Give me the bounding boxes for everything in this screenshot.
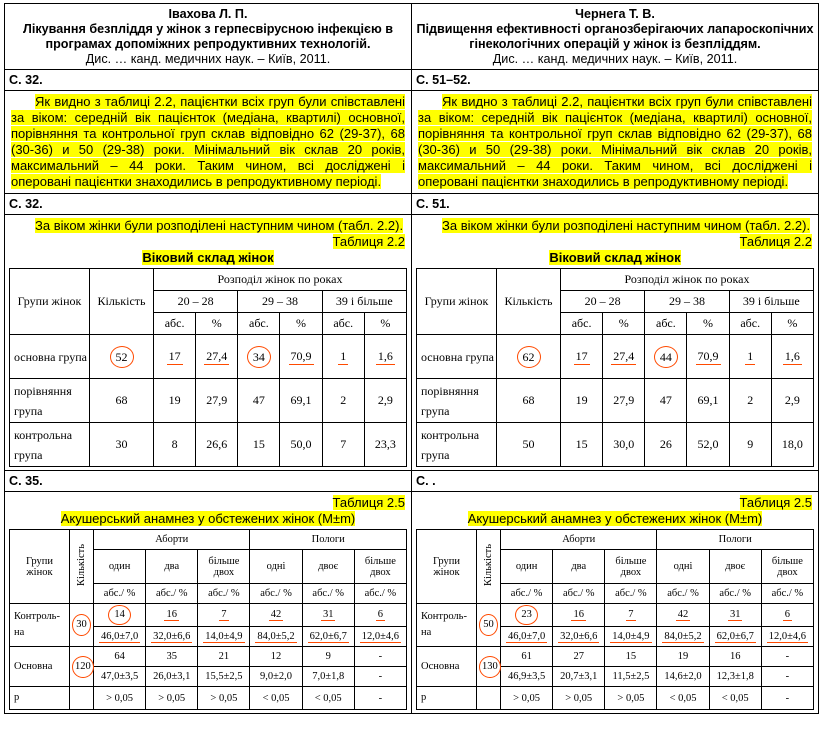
row-value: 35: [146, 647, 198, 667]
left-page-ref-3: С. 35.: [5, 471, 412, 492]
row-value: 47,0±3,5: [94, 667, 146, 687]
right-table1-cell: [412, 215, 819, 471]
left-page-ref-1: С. 32.: [5, 70, 412, 91]
sub-header: одні: [250, 550, 302, 584]
range-39-plus: 39 і більше: [729, 291, 813, 313]
table-row: [10, 379, 407, 423]
left-table2-label: Таблиця 2.5: [332, 495, 405, 510]
row-count-cell: [477, 647, 501, 687]
sub-header: двоє: [709, 550, 761, 584]
row-value: 26,6: [196, 423, 238, 467]
row-count: 30: [90, 423, 154, 467]
abortions-header: Аборти: [94, 530, 250, 550]
sub-header: більше двох: [354, 550, 406, 584]
count-header: Кількість: [90, 269, 154, 335]
row-value: 7,0±1,8: [302, 667, 354, 687]
abs-header: абс.: [154, 313, 196, 335]
row-value: 27,9: [196, 379, 238, 423]
right-table2-cell: [412, 492, 819, 714]
row-value: 32,0±6,6: [560, 630, 598, 642]
groups-header: Групи жінок: [417, 530, 477, 604]
row-value: 61: [501, 647, 553, 667]
row-count-cell: [70, 604, 94, 647]
row-value: 20,7±3,1: [553, 667, 605, 687]
row-count: 68: [90, 379, 154, 423]
count-header: [477, 530, 501, 604]
sub-header: два: [553, 550, 605, 584]
row-value: 17: [575, 348, 588, 363]
right-page-ref-2: С. 51.: [412, 194, 819, 215]
row-value: < 0,05: [302, 687, 354, 710]
right-header: [412, 4, 819, 70]
groups-header: Групи жінок: [10, 269, 90, 335]
right-paragraph-text: Як видно з таблиці 2.2, пацієнтки всіх груп були співставлені за віком: середній вік пацієнток (медіана, квартилі) основної, порівняння та контрольної груп склав відповідно 62 (29-37), 68 (30-36) и 50 (29-38) роки. Мінімальний вік склав 20 років, максимальний – 44 роки. Таким чином, всі досліджені і оперовані пацієнтки знаходились в репродуктивному періоді.: [418, 94, 812, 189]
row-value: 9: [729, 423, 771, 467]
abs-header: абс.: [322, 313, 364, 335]
births-header: Пологи: [250, 530, 407, 550]
row-count-cell: [477, 604, 501, 647]
row-value: 2,9: [364, 379, 406, 423]
row-value: 69,1: [687, 379, 729, 423]
table-row: [417, 423, 814, 467]
range-29-38: 29 – 38: [645, 291, 729, 313]
unit-header: абс./ %: [501, 584, 553, 604]
right-page-ref-3: С. .: [412, 471, 819, 492]
row-value: > 0,05: [605, 687, 657, 710]
left-source: Дис. … канд. медичних наук. – Київ, 2011.: [85, 52, 331, 66]
abs-header: абс.: [561, 313, 603, 335]
count-header: [70, 530, 94, 604]
unit-header: абс./ %: [94, 584, 146, 604]
abs-header: абс.: [729, 313, 771, 335]
abs-header: абс.: [645, 313, 687, 335]
pct-header: %: [603, 313, 645, 335]
row-value: > 0,05: [553, 687, 605, 710]
row-value: 7: [628, 609, 634, 620]
right-intro: За віком жінки були розподілені наступним чином (табл. 2.2).: [442, 218, 811, 233]
row-value: 7: [221, 609, 227, 620]
row-value: 69,1: [280, 379, 322, 423]
left-table1-label: Таблиця 2.2: [332, 234, 405, 249]
row-name: p: [10, 687, 70, 710]
right-paragraph: [412, 91, 819, 194]
row-value: 14: [108, 605, 131, 625]
abortions-header: Аборти: [501, 530, 657, 550]
row-count: 30: [72, 614, 91, 636]
table-row: [10, 423, 407, 467]
groups-header: Групи жінок: [10, 530, 70, 604]
unit-header: абс./ %: [354, 584, 406, 604]
left-author: Івахова Л. П.: [168, 7, 248, 21]
right-table1-label: Таблиця 2.2: [739, 234, 812, 249]
row-value: 15: [238, 423, 280, 467]
row-value: 47: [645, 379, 687, 423]
births-header: Пологи: [657, 530, 814, 550]
range-39-plus: 39 і більше: [322, 291, 406, 313]
left-table1-title: Віковий склад жінок: [142, 250, 274, 265]
table-row: [10, 604, 407, 627]
row-value: -: [354, 687, 406, 710]
groups-header: Групи жінок: [417, 269, 497, 335]
left-paragraph: [5, 91, 412, 194]
row-name: порівняння група: [417, 379, 497, 423]
row-value: 30,0: [603, 423, 645, 467]
row-value: > 0,05: [94, 687, 146, 710]
right-source: Дис. … канд. медичних наук. – Київ, 2011.: [492, 52, 738, 66]
table-row: [10, 647, 407, 667]
unit-header: абс./ %: [657, 584, 709, 604]
row-value: < 0,05: [250, 687, 302, 710]
row-count-cell: [477, 687, 501, 710]
left-age-table: [9, 268, 407, 467]
table-row: [417, 379, 814, 423]
count-header-text: Кількість: [483, 543, 494, 586]
range-20-28: 20 – 28: [154, 291, 238, 313]
comparison-table: [4, 3, 819, 714]
row-value: 26: [645, 423, 687, 467]
row-value: > 0,05: [146, 687, 198, 710]
row-name: контрольна група: [417, 423, 497, 467]
right-table1-title: Віковий склад жінок: [549, 250, 681, 265]
range-20-28: 20 – 28: [561, 291, 645, 313]
row-value: 11,5±2,5: [605, 667, 657, 687]
dist-header: Розподіл жінок по роках: [561, 269, 814, 291]
row-value: 31: [322, 609, 334, 620]
dist-header: Розподіл жінок по роках: [154, 269, 407, 291]
table-row: [10, 687, 407, 710]
range-29-38: 29 – 38: [238, 291, 322, 313]
row-value: 84,0±5,2: [664, 630, 702, 642]
right-title: Підвищення ефективності органозберігаючих лапароскопічних гінекологічних операцій у жінок із безпліддям.: [416, 22, 814, 51]
row-value: 62,0±6,7: [716, 630, 754, 642]
sub-header: один: [501, 550, 553, 584]
row-value: 26,0±3,1: [146, 667, 198, 687]
row-value: 16: [573, 609, 584, 620]
row-value: 27,4: [206, 348, 228, 363]
pct-header: %: [280, 313, 322, 335]
pct-header: %: [771, 313, 813, 335]
unit-header: абс./ %: [250, 584, 302, 604]
row-value: 6: [784, 609, 791, 620]
unit-header: абс./ %: [709, 584, 761, 604]
row-value: > 0,05: [501, 687, 553, 710]
row-value: < 0,05: [709, 687, 761, 710]
row-count-cell: [70, 647, 94, 687]
row-value: 15,5±2,5: [198, 667, 250, 687]
pct-header: %: [196, 313, 238, 335]
row-value: 21: [198, 647, 250, 667]
unit-header: абс./ %: [198, 584, 250, 604]
unit-header: абс./ %: [302, 584, 354, 604]
row-value: 14,0±4,9: [612, 630, 650, 642]
row-value: -: [354, 647, 406, 667]
right-table2-label: Таблиця 2.5: [739, 495, 812, 510]
row-value: 47: [238, 379, 280, 423]
row-count-cell: [70, 687, 94, 710]
left-table2-cell: [5, 492, 412, 714]
row-value: 23,3: [364, 423, 406, 467]
row-value: 46,0±7,0: [100, 630, 139, 642]
row-value: 70,9: [290, 348, 312, 363]
row-value: 32,0±6,6: [153, 630, 191, 642]
row-value: 1: [340, 348, 347, 363]
sub-header: один: [94, 550, 146, 584]
left-page-ref-2: С. 32.: [5, 194, 412, 215]
unit-header: абс./ %: [761, 584, 813, 604]
row-value: -: [761, 647, 813, 667]
row-value: 27,4: [613, 348, 635, 363]
row-value: 42: [677, 609, 689, 620]
row-value: 9: [302, 647, 354, 667]
row-value: 19: [154, 379, 196, 423]
sub-header: більше двох: [198, 550, 250, 584]
row-value: > 0,05: [198, 687, 250, 710]
row-value: 2,9: [771, 379, 813, 423]
row-value: 6: [377, 609, 384, 620]
pct-header: %: [687, 313, 729, 335]
row-count: 62: [517, 346, 541, 368]
right-obstetric-table: [416, 529, 814, 710]
row-value: 12,3±1,8: [709, 667, 761, 687]
row-value: 42: [270, 609, 282, 620]
row-value: 27,9: [603, 379, 645, 423]
row-value: 2: [322, 379, 364, 423]
row-value: 70,9: [697, 348, 719, 363]
row-value: -: [761, 667, 813, 687]
unit-header: абс./ %: [605, 584, 657, 604]
row-value: 27: [553, 647, 605, 667]
row-value: 64: [94, 647, 146, 667]
sub-header: двоє: [302, 550, 354, 584]
left-header: [5, 4, 412, 70]
left-paragraph-text: Як видно з таблиці 2.2, пацієнтки всіх груп були співставлені за віком: середній вік пацієнток (медіана, квартилі) основної, порівняння та контрольної груп склав відповідно 62 (29-37), 68 (30-36) и 50 (29-38) роки. Мінімальний вік склав 20 років, максимальний – 44 роки. Таким чином, всі досліджені і оперовані пацієнтки знаходились в репродуктивному періоді.: [11, 94, 405, 189]
row-name: основна група: [417, 335, 497, 379]
sub-header: одні: [657, 550, 709, 584]
unit-header: абс./ %: [146, 584, 198, 604]
row-value: 16: [709, 647, 761, 667]
table-row: [10, 335, 407, 379]
sub-header: більше двох: [605, 550, 657, 584]
row-value: 9,0±2,0: [250, 667, 302, 687]
row-name: Основна: [417, 647, 477, 687]
table-row: [417, 647, 814, 667]
row-value: -: [354, 667, 406, 687]
left-obstetric-table: [9, 529, 407, 710]
row-value: 12,0±4,6: [768, 630, 807, 642]
table-row: [417, 687, 814, 710]
row-value: 1,6: [784, 348, 800, 363]
row-name: контрольна група: [10, 423, 90, 467]
row-value: 8: [154, 423, 196, 467]
row-value: 15: [561, 423, 603, 467]
row-value: 52,0: [687, 423, 729, 467]
row-name: основна група: [10, 335, 90, 379]
row-value: 84,0±5,2: [257, 630, 295, 642]
row-count: 130: [479, 656, 501, 678]
row-value: 19: [657, 647, 709, 667]
table-row: [417, 335, 814, 379]
row-value: 12,0±4,6: [361, 630, 400, 642]
row-count: 68: [497, 379, 561, 423]
row-name: Контроль-на: [10, 604, 70, 647]
right-table2-title: Акушерський анамнез у обстежених жінок (M±m): [467, 511, 763, 526]
left-title: Лікування безпліддя у жінок з герпесвірусною інфекцією в програмах допоміжних репродуктивних технологій.: [23, 22, 393, 51]
row-value: 2: [729, 379, 771, 423]
row-count: 52: [110, 346, 134, 368]
row-value: 1: [747, 348, 754, 363]
row-name: порівняння група: [10, 379, 90, 423]
row-value: 17: [168, 348, 181, 363]
row-value: 16: [166, 609, 177, 620]
row-value: 14,0±4,9: [205, 630, 243, 642]
row-value: 23: [515, 605, 538, 625]
row-value: 62,0±6,7: [309, 630, 347, 642]
row-value: -: [761, 687, 813, 710]
row-value: 19: [561, 379, 603, 423]
row-value: 46,9±3,5: [501, 667, 553, 687]
row-count: 50: [497, 423, 561, 467]
row-name: Основна: [10, 647, 70, 687]
table-row: [417, 604, 814, 627]
left-intro: За віком жінки були розподілені наступним чином (табл. 2.2).: [35, 218, 404, 233]
row-value: 14,6±2,0: [657, 667, 709, 687]
sub-header: два: [146, 550, 198, 584]
right-age-table: [416, 268, 814, 467]
left-table1-cell: [5, 215, 412, 471]
unit-header: абс./ %: [553, 584, 605, 604]
row-value: 46,0±7,0: [507, 630, 546, 642]
row-value: 12: [250, 647, 302, 667]
count-header-text: Кількість: [76, 543, 87, 586]
count-header: Кількість: [497, 269, 561, 335]
left-table2-title: Акушерський анамнез у обстежених жінок (M±m): [60, 511, 356, 526]
row-value: 34: [247, 346, 271, 368]
row-value: 31: [729, 609, 741, 620]
abs-header: абс.: [238, 313, 280, 335]
row-value: < 0,05: [657, 687, 709, 710]
row-name: Контроль-на: [417, 604, 477, 647]
row-value: 7: [322, 423, 364, 467]
right-page-ref-1: С. 51–52.: [412, 70, 819, 91]
row-value: 15: [605, 647, 657, 667]
row-name: p: [417, 687, 477, 710]
row-count: 120: [72, 656, 94, 678]
row-value: 1,6: [377, 348, 393, 363]
row-value: 50,0: [280, 423, 322, 467]
right-author: Чернега Т. В.: [575, 7, 655, 21]
row-value: 44: [654, 346, 678, 368]
sub-header: більше двох: [761, 550, 813, 584]
pct-header: %: [364, 313, 406, 335]
row-value: 18,0: [771, 423, 813, 467]
row-count: 50: [479, 614, 498, 636]
